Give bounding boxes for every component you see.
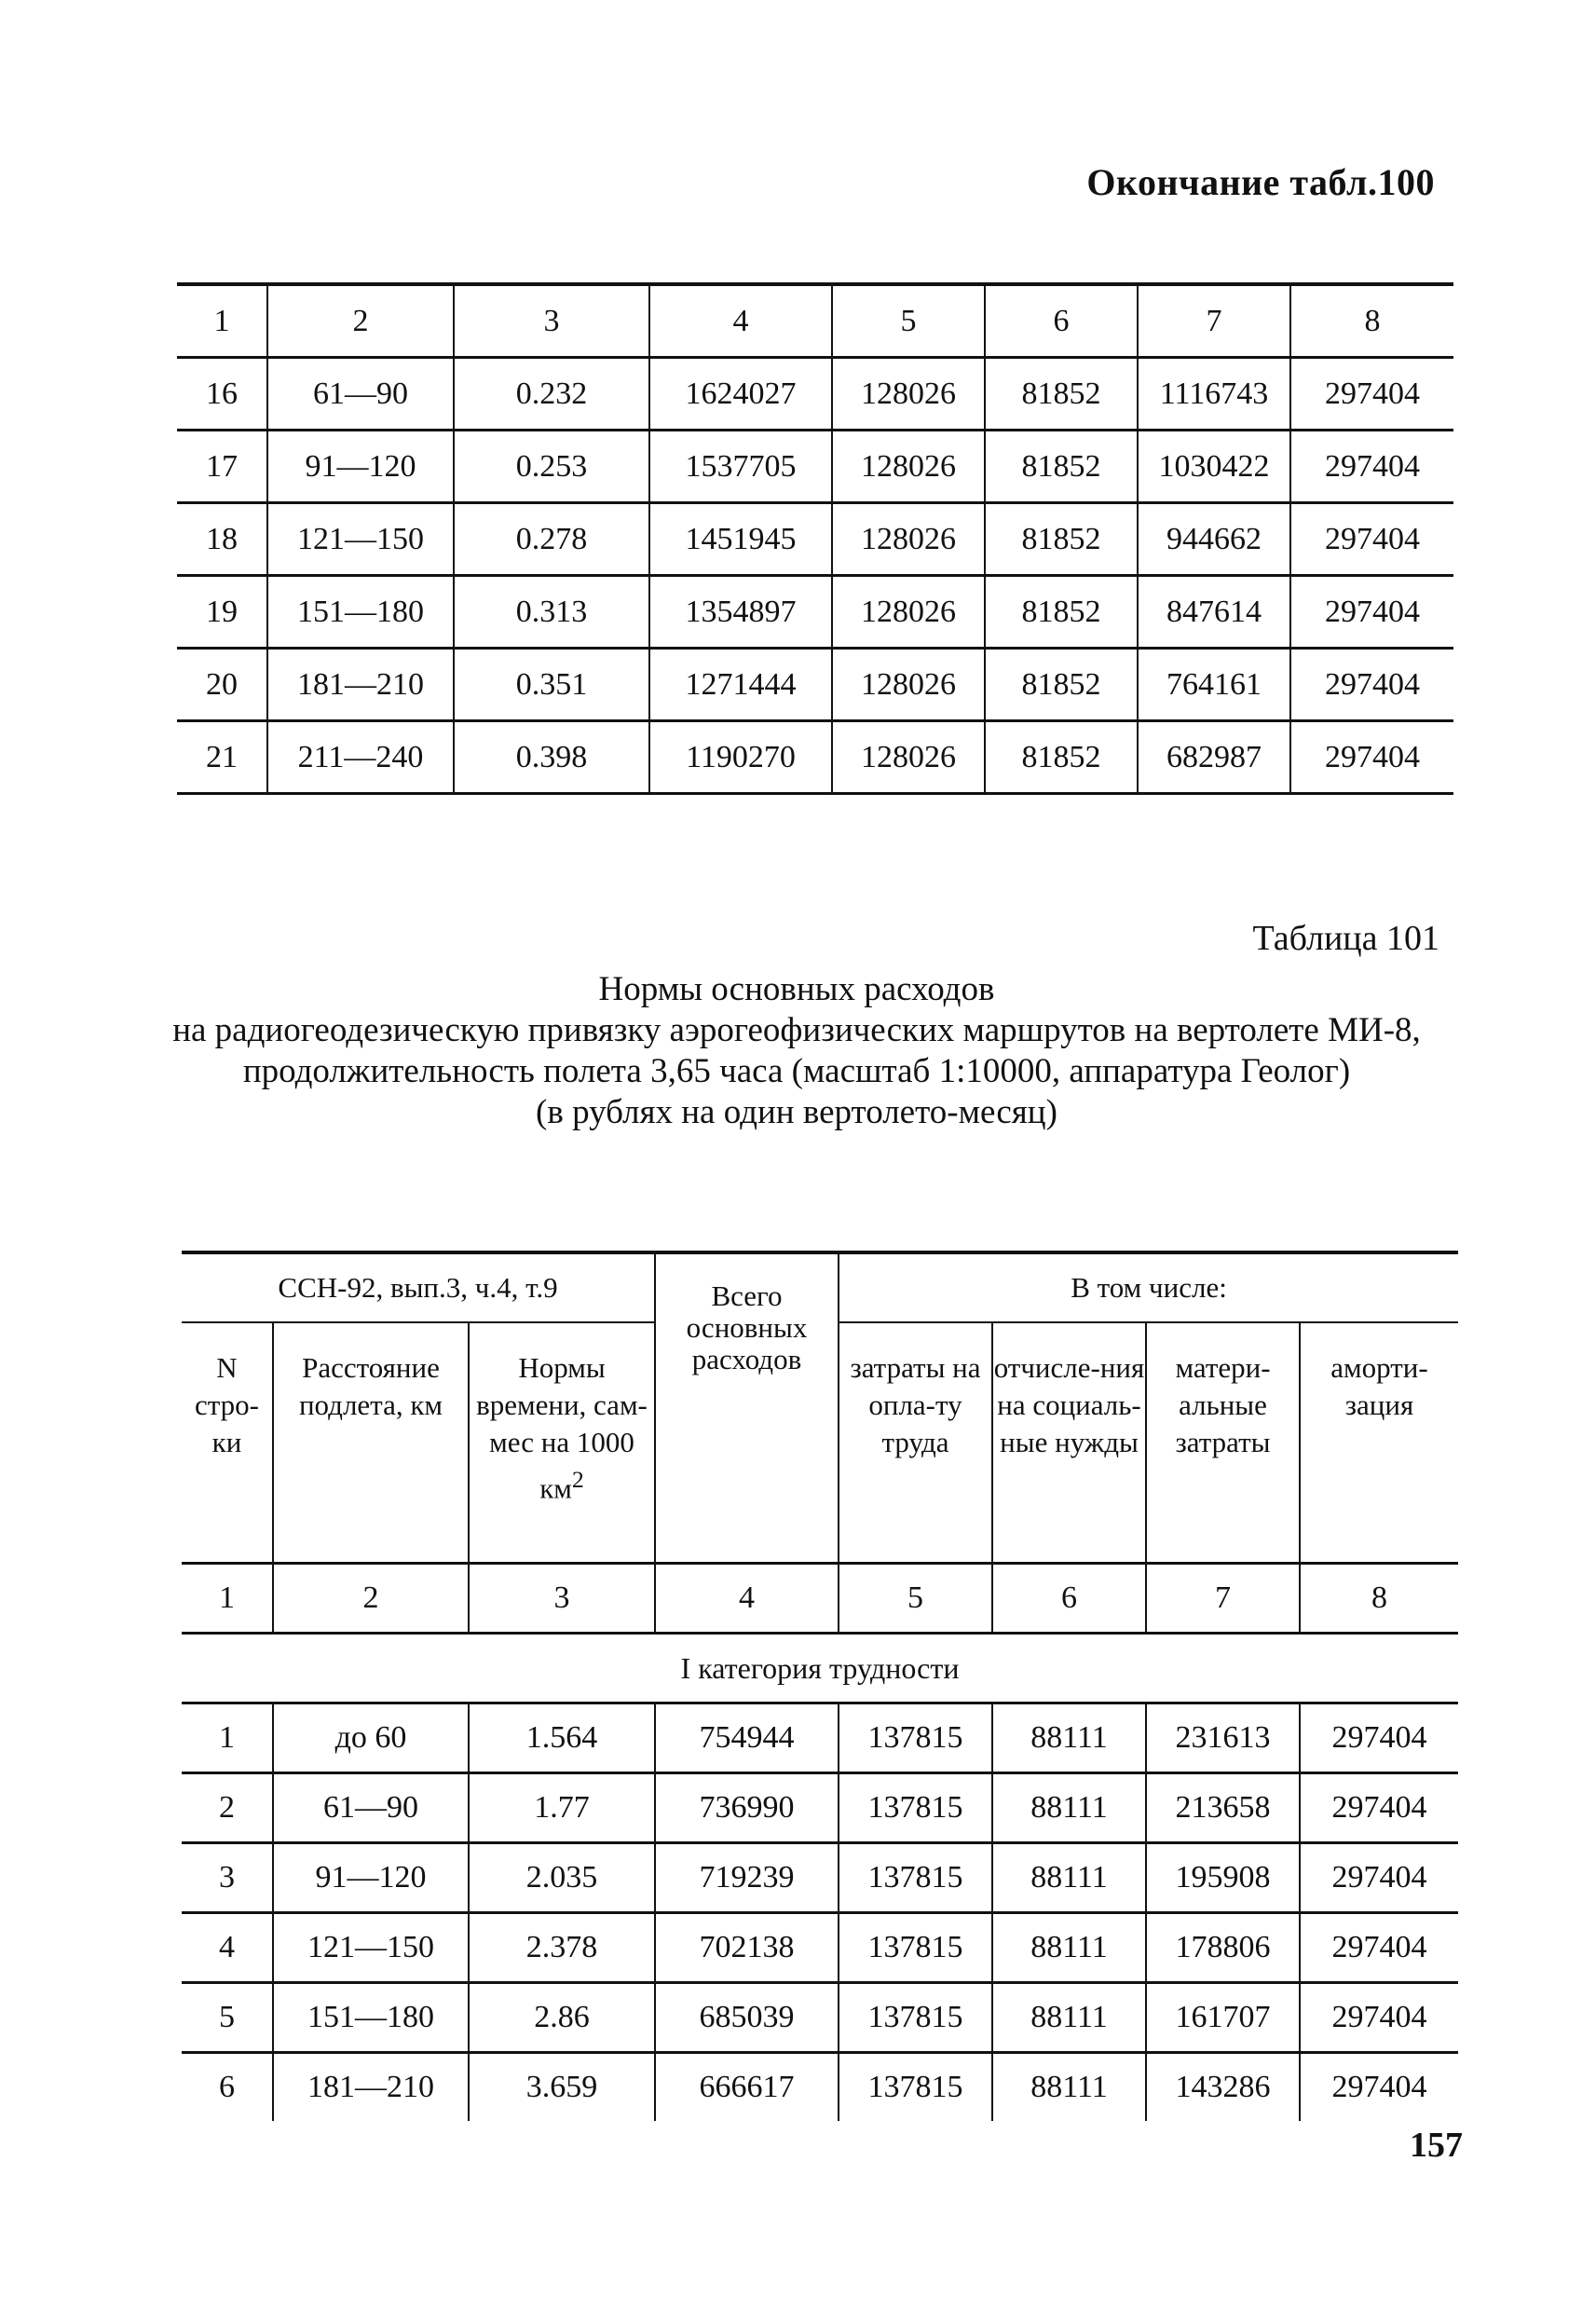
cell: 143286 (1146, 2053, 1300, 2122)
cell: 128026 (832, 358, 985, 431)
table-row (182, 2053, 1458, 2122)
cell: 81852 (985, 576, 1138, 649)
cell: 19 (206, 594, 238, 629)
column-numbers-row (182, 1564, 1458, 1634)
cell: 6 (219, 2070, 235, 2104)
cell: 297404 (1290, 649, 1453, 721)
cell: 4 (219, 1930, 235, 1964)
cell: 297404 (1300, 1703, 1458, 1773)
cell: до 60 (273, 1703, 469, 1773)
cell: 88111 (992, 1773, 1146, 1843)
cell: 847614 (1138, 576, 1290, 649)
cell: 1354897 (649, 576, 832, 649)
cell: 1271444 (649, 649, 832, 721)
cell: 1624027 (649, 358, 832, 431)
table-caption (140, 969, 1453, 1133)
cell: 1030422 (1138, 431, 1290, 503)
cell: 18 (206, 521, 238, 556)
header-cell: 8 (1290, 284, 1453, 358)
cell: 81852 (985, 431, 1138, 503)
cell: 0.398 (454, 721, 649, 794)
cell: 128026 (832, 576, 985, 649)
cell: 682987 (1138, 721, 1290, 794)
cell: 0.278 (454, 503, 649, 576)
header-cell: 7 (1146, 1564, 1300, 1634)
cell: 88111 (992, 1843, 1146, 1913)
cell: 944662 (1138, 503, 1290, 576)
cell: 1.77 (469, 1773, 655, 1843)
superscript: 2 (571, 1466, 584, 1493)
cell: 1451945 (649, 503, 832, 576)
table-101 (182, 1251, 1458, 2121)
category-row (182, 1634, 1458, 1703)
cell: 88111 (992, 1913, 1146, 1983)
cell: 297404 (1290, 576, 1453, 649)
col-wages-header: затраты на опла-ту труда (839, 1322, 992, 1564)
cell: 81852 (985, 721, 1138, 794)
cell: 181—210 (267, 649, 454, 721)
cell: 137815 (839, 1843, 992, 1913)
including-header: В том числе: (839, 1252, 1458, 1322)
category-label: I категория трудности (680, 1650, 960, 1685)
table-row (177, 721, 1453, 794)
cell: 178806 (1146, 1913, 1300, 1983)
cell: 5 (219, 2000, 235, 2034)
cell: 666617 (655, 2053, 839, 2122)
cell: 297404 (1300, 1773, 1458, 1843)
table-row (177, 358, 1453, 431)
cell: 702138 (655, 1913, 839, 1983)
cell: 17 (206, 448, 238, 484)
cell: 128026 (832, 503, 985, 576)
header-cell: 7 (1138, 284, 1290, 358)
continuation-title: Окончание табл.100 (1086, 161, 1435, 203)
cell: 81852 (985, 503, 1138, 576)
col-amortization-header: аморти-зация (1300, 1322, 1458, 1564)
cell: 297404 (1290, 358, 1453, 431)
cell: 1537705 (649, 431, 832, 503)
table-row (177, 503, 1453, 576)
caption-line: продолжительность полета 3,65 часа (масштаб 1:10000, аппаратура Геолог) (242, 1052, 1351, 1090)
cell: 137815 (839, 1773, 992, 1843)
caption-line: на радиогеодезическую привязку аэрогеофизических маршрутов на вертолете МИ-8, (172, 1011, 1421, 1049)
header-row-group (182, 1252, 1458, 1322)
cell: 685039 (655, 1983, 839, 2053)
cell: 297404 (1290, 721, 1453, 794)
col-number-header: N стро-ки (194, 1351, 259, 1458)
cell: 128026 (832, 721, 985, 794)
cell: 1.564 (469, 1703, 655, 1773)
cell: 3.659 (469, 2053, 655, 2122)
header-cell: 4 (655, 1564, 839, 1634)
header-cell: 6 (985, 284, 1138, 358)
table-row (182, 1703, 1458, 1773)
cell: 137815 (839, 2053, 992, 2122)
cell: 764161 (1138, 649, 1290, 721)
cell: 297404 (1300, 1843, 1458, 1913)
cell: 736990 (655, 1773, 839, 1843)
cell: 88111 (992, 1983, 1146, 2053)
header-cell: 5 (839, 1564, 992, 1634)
table-row (177, 649, 1453, 721)
ssn-group-header: ССН-92, вып.3, ч.4, т.9 (182, 1252, 655, 1322)
caption-line: (в рублях на один вертолето-месяц) (536, 1093, 1057, 1131)
cell: 297404 (1290, 431, 1453, 503)
cell: 297404 (1290, 503, 1453, 576)
cell: 151—180 (273, 1983, 469, 2053)
table-row (182, 1983, 1458, 2053)
cell: 2.86 (469, 1983, 655, 2053)
cell: 88111 (992, 1703, 1146, 1773)
header-cell: 3 (454, 284, 649, 358)
cell: 1 (219, 1720, 235, 1755)
cell: 3 (219, 1860, 235, 1895)
col-social-header: отчисле-ния на социаль-ные нужды (992, 1322, 1146, 1564)
cell: 137815 (839, 1983, 992, 2053)
header-cell: 3 (469, 1564, 655, 1634)
header-cell: 5 (832, 284, 985, 358)
cell: 16 (206, 376, 238, 411)
header-cell: 1 (213, 303, 230, 338)
table-row (177, 576, 1453, 649)
table-header-row (177, 284, 1453, 358)
cell: 91—120 (273, 1843, 469, 1913)
cell: 2 (219, 1790, 235, 1825)
cell: 161707 (1146, 1983, 1300, 2053)
cell: 297404 (1300, 2053, 1458, 2122)
cell: 61—90 (273, 1773, 469, 1843)
cell: 1116743 (1138, 358, 1290, 431)
cell: 20 (206, 666, 238, 702)
cell: 91—120 (267, 431, 454, 503)
cell: 81852 (985, 358, 1138, 431)
header-cell: 2 (267, 284, 454, 358)
cell: 0.232 (454, 358, 649, 431)
table-100 (177, 282, 1453, 795)
cell: 128026 (832, 649, 985, 721)
table-row (182, 1913, 1458, 1983)
cell: 2.035 (469, 1843, 655, 1913)
cell: 195908 (1146, 1843, 1300, 1913)
header-cell: 6 (992, 1564, 1146, 1634)
cell: 121—150 (273, 1913, 469, 1983)
cell: 754944 (655, 1703, 839, 1773)
cell: 297404 (1300, 1983, 1458, 2053)
cell: 0.351 (454, 649, 649, 721)
cell: 211—240 (267, 721, 454, 794)
cell: 151—180 (267, 576, 454, 649)
cell: 181—210 (273, 2053, 469, 2122)
cell: 81852 (985, 649, 1138, 721)
cell: 137815 (839, 1913, 992, 1983)
caption-line: Нормы основных расходов (598, 970, 995, 1008)
cell: 719239 (655, 1843, 839, 1913)
header-cell: 2 (273, 1564, 469, 1634)
header-cell: 4 (649, 284, 832, 358)
cell: 0.313 (454, 576, 649, 649)
table-label: Таблица 101 (1252, 919, 1439, 958)
cell: 88111 (992, 2053, 1146, 2122)
table-row (182, 1773, 1458, 1843)
col-materials-header: матери-альные затраты (1146, 1322, 1300, 1564)
header-cell: 1 (219, 1580, 235, 1615)
page-number: 157 (1410, 2126, 1463, 2165)
cell: 231613 (1146, 1703, 1300, 1773)
cell: 0.253 (454, 431, 649, 503)
cell: 2.378 (469, 1913, 655, 1983)
header-cell: 8 (1300, 1564, 1458, 1634)
cell: 121—150 (267, 503, 454, 576)
table-row (177, 431, 1453, 503)
col-distance-header: Расстояние подлета, км (273, 1322, 469, 1564)
total-header: Всего основных расходов (655, 1252, 839, 1564)
cell: 61—90 (267, 358, 454, 431)
time-norm-text: Нормы времени, сам-мес на 1000 км (476, 1351, 648, 1505)
col-time-norm-header (469, 1322, 655, 1564)
cell: 213658 (1146, 1773, 1300, 1843)
cell: 21 (206, 739, 238, 774)
cell: 1190270 (649, 721, 832, 794)
cell: 297404 (1300, 1913, 1458, 1983)
table-row (182, 1843, 1458, 1913)
cell: 137815 (839, 1703, 992, 1773)
cell: 128026 (832, 431, 985, 503)
